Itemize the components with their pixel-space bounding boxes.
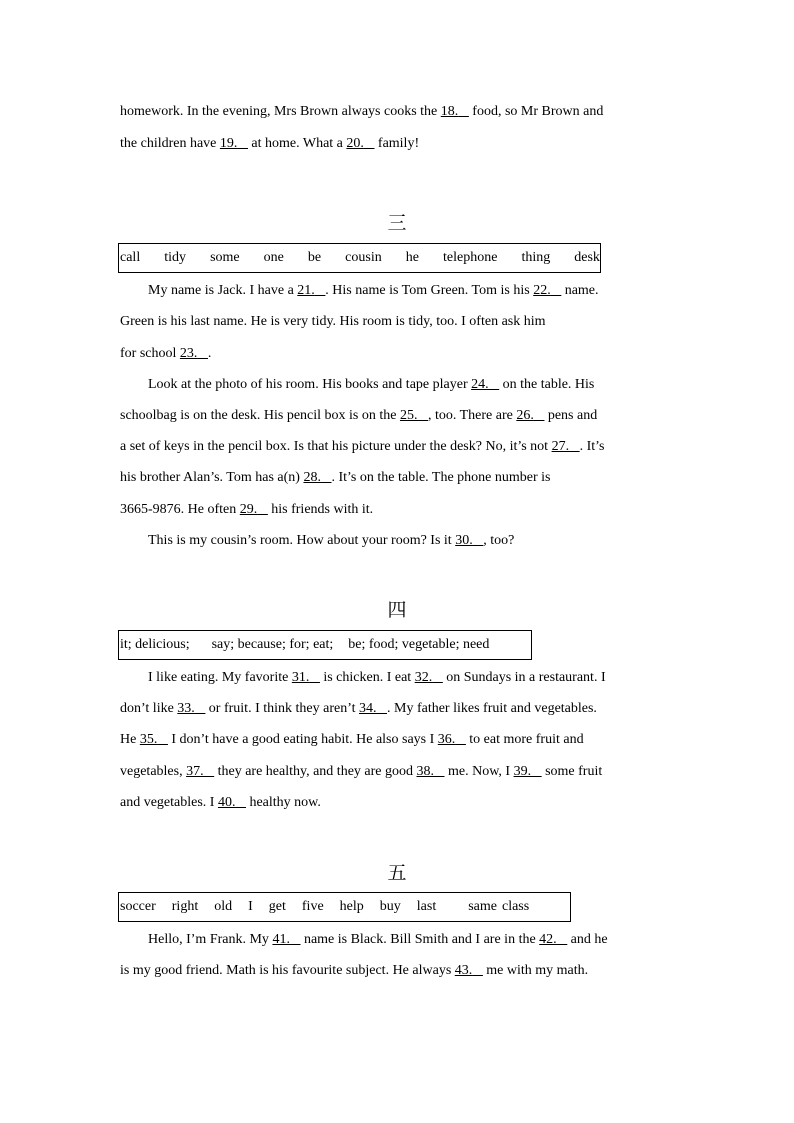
paragraph-line	[120, 313, 546, 331]
blank-21[interactable]: 21.	[297, 283, 315, 298]
text: is my good friend. Math is his favourite subject. He always	[120, 963, 455, 978]
text: some fruit	[541, 764, 603, 779]
blank-18[interactable]: 18.	[440, 104, 459, 119]
text: name.	[561, 283, 599, 298]
text: Green is his last name. He is very tidy. His room is tidy, too. I often ask him	[120, 314, 546, 329]
text: the children have	[120, 136, 220, 151]
word-bank-item: he	[405, 250, 419, 265]
text: and vegetables. I	[120, 795, 218, 810]
blank-24[interactable]: 24.	[471, 377, 489, 392]
text: vegetables,	[120, 764, 187, 779]
text: on the table. His	[499, 377, 595, 392]
text: homework. In the evening, Mrs Brown always cooks the	[120, 104, 441, 119]
text: . It’s on the table. The phone number is	[331, 470, 551, 485]
text: My name is Jack. I have a	[148, 283, 298, 298]
blank-38[interactable]: 38.	[416, 764, 434, 779]
blank-41[interactable]: 41.	[272, 932, 290, 947]
paragraph-line	[120, 700, 597, 718]
blank-34[interactable]: 34.	[359, 701, 377, 716]
text: , too?	[483, 533, 515, 548]
text: .	[207, 346, 212, 361]
blank-25[interactable]: 25.	[399, 408, 418, 423]
blank-31[interactable]: 31.	[291, 670, 310, 685]
blank-33[interactable]: 33.	[177, 701, 195, 716]
word-bank-item: class	[501, 899, 530, 914]
word-bank-item: tidy	[164, 250, 187, 265]
word-bank-item: be; food; vegetable; need	[348, 637, 490, 652]
section-heading-4: 四	[387, 599, 407, 621]
paragraph-line	[120, 794, 321, 812]
word-bank-5	[118, 892, 571, 922]
text: name is Black. Bill Smith and I are in the	[300, 932, 540, 947]
paragraph-line	[120, 438, 604, 456]
paragraph-line	[148, 282, 599, 300]
text: I don’t have a good eating habit. He also says I	[167, 732, 438, 747]
text: 3665-9876. He often	[120, 502, 240, 517]
text: He	[120, 732, 140, 747]
blank-36[interactable]: 36.	[437, 732, 456, 747]
text: I like eating. My favorite	[148, 670, 292, 685]
word-bank-item: five	[301, 899, 324, 914]
text: a set of keys in the pencil box. Is that his picture under the desk? No, it’s not	[120, 439, 552, 454]
section-heading-5: 五	[387, 862, 407, 884]
paragraph-line	[148, 532, 514, 550]
word-bank-item: one	[263, 250, 284, 265]
text: me. Now, I	[444, 764, 514, 779]
blank-27[interactable]: 27.	[551, 439, 570, 454]
word-bank-item: help	[339, 899, 364, 914]
text: don’t like	[120, 701, 178, 716]
word-bank-item: soccer	[120, 899, 156, 914]
word-bank-item: telephone	[443, 250, 498, 265]
text: and he	[567, 932, 608, 947]
paragraph-line	[120, 763, 602, 781]
text: family!	[374, 136, 420, 151]
blank-29[interactable]: 29.	[239, 502, 258, 517]
text: Hello, I’m Frank. My	[148, 932, 273, 947]
paragraph-line	[120, 135, 419, 153]
blank-32[interactable]: 32.	[414, 670, 433, 685]
paragraph-line	[120, 501, 373, 519]
text: is chicken. I eat	[319, 670, 415, 685]
word-bank-item: buy	[379, 899, 401, 914]
text: to eat more fruit and	[465, 732, 584, 747]
word-bank-item: same	[468, 899, 497, 914]
paragraph-line	[120, 962, 588, 980]
word-bank-item: right	[171, 899, 199, 914]
word-bank-item: get	[268, 899, 286, 914]
word-bank-item: say; because; for; eat;	[211, 637, 334, 652]
paragraph-line	[120, 345, 211, 363]
word-bank-item: cousin	[345, 250, 382, 265]
paragraph-line	[120, 103, 603, 121]
blank-37[interactable]: 37.	[186, 764, 204, 779]
text: This is my cousin’s room. How about your room? Is it	[148, 533, 456, 548]
blank-43[interactable]: 43.	[454, 963, 473, 978]
text: . His name is Tom Green. Tom is his	[325, 283, 534, 298]
paragraph-line	[120, 407, 597, 425]
text: or fruit. I think they aren’t	[205, 701, 359, 716]
paragraph-line	[148, 669, 606, 687]
word-bank-item: desk	[574, 250, 600, 265]
text: , too. There are	[427, 408, 517, 423]
text: healthy now.	[245, 795, 321, 810]
text: at home. What a	[247, 136, 347, 151]
text: his friends with it.	[267, 502, 374, 517]
paragraph-line	[120, 469, 551, 487]
section-heading-3: 三	[387, 212, 407, 234]
text: Look at the photo of his room. His books and tape player	[148, 377, 472, 392]
word-bank-item: old	[214, 899, 233, 914]
blank-22[interactable]: 22.	[533, 283, 551, 298]
blank-23[interactable]: 23.	[179, 346, 198, 361]
blank-28[interactable]: 28.	[303, 470, 321, 485]
blank-39[interactable]: 39.	[513, 764, 532, 779]
text: pens and	[544, 408, 598, 423]
text: me with my math.	[482, 963, 589, 978]
blank-42[interactable]: 42.	[539, 932, 557, 947]
text: schoolbag is on the desk. His pencil box is on the	[120, 408, 400, 423]
blank-19[interactable]: 19.	[219, 136, 238, 151]
text: for school	[120, 346, 180, 361]
text: . It’s	[579, 439, 605, 454]
text: on Sundays in a restaurant. I	[442, 670, 606, 685]
text: his brother Alan’s. Tom has a(n)	[120, 470, 304, 485]
paragraph-line	[148, 376, 594, 394]
word-bank-item: some	[210, 250, 240, 265]
word-bank-item: thing	[521, 250, 551, 265]
word-bank-item: be	[307, 250, 322, 265]
blank-20[interactable]: 20.	[346, 136, 364, 151]
text: . My father likes fruit and vegetables.	[387, 701, 597, 716]
word-bank-4	[118, 630, 532, 660]
blank-30[interactable]: 30.	[455, 533, 473, 548]
text: food, so Mr Brown and	[468, 104, 604, 119]
text: they are healthy, and they are good	[214, 764, 417, 779]
word-bank-item: I	[248, 899, 253, 914]
blank-40[interactable]: 40.	[217, 795, 236, 810]
word-bank-item: last	[416, 899, 437, 914]
word-bank-3	[118, 243, 601, 273]
paragraph-line	[120, 731, 584, 749]
word-bank-item: it; delicious;	[120, 637, 190, 652]
blank-35[interactable]: 35.	[139, 732, 158, 747]
word-bank-item: call	[120, 250, 141, 265]
blank-26[interactable]: 26.	[516, 408, 534, 423]
paragraph-line	[148, 931, 608, 949]
